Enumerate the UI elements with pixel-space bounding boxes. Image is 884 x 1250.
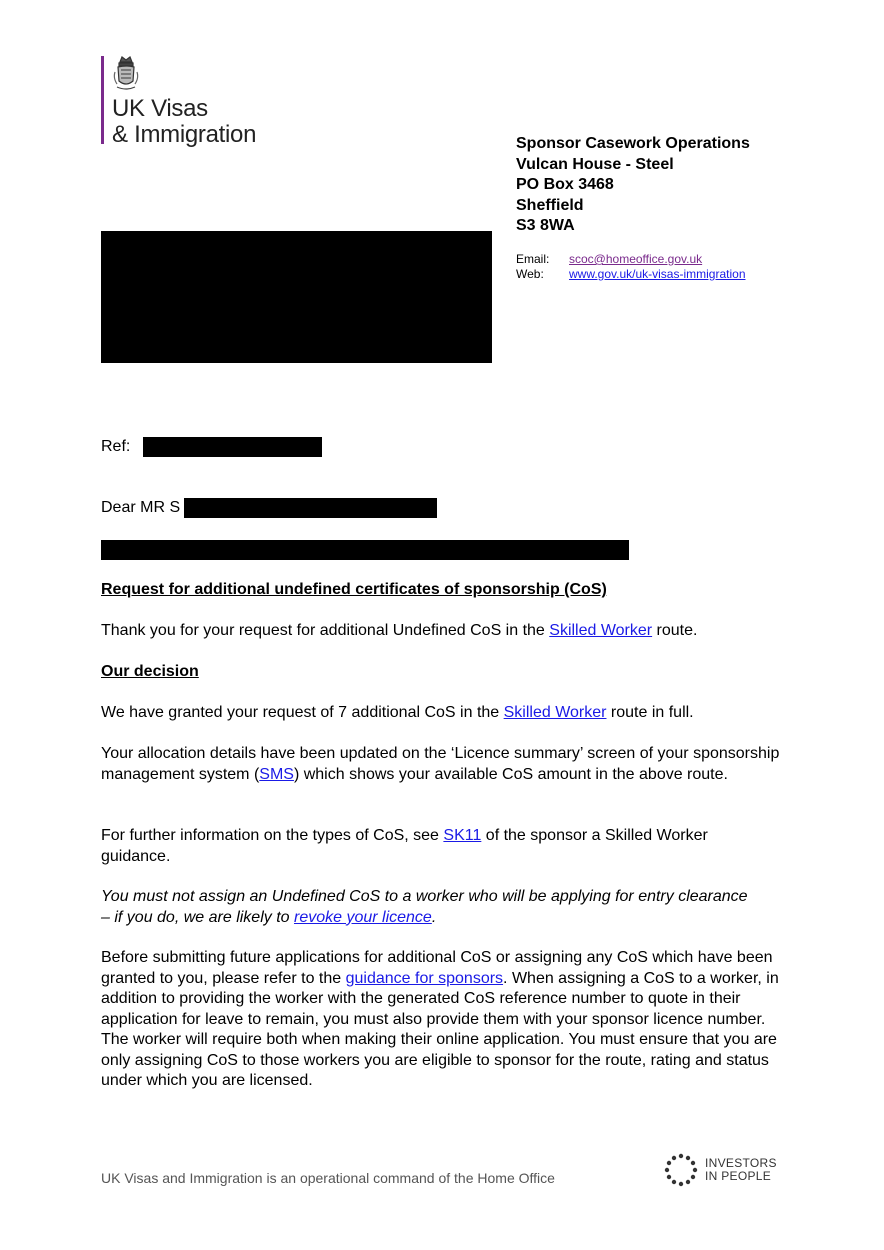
skilled-worker-link-1[interactable]: Skilled Worker bbox=[549, 622, 653, 639]
paragraph-2 bbox=[101, 703, 781, 724]
paragraph-6 bbox=[101, 948, 781, 1092]
redacted-line bbox=[101, 540, 629, 560]
paragraph-5-text-end: . bbox=[431, 908, 437, 926]
revoke-licence-link[interactable]: revoke your licence bbox=[293, 908, 432, 926]
logo-line-2: & Immigration bbox=[112, 121, 257, 148]
paragraph-4 bbox=[101, 826, 741, 867]
redacted-name bbox=[184, 498, 437, 518]
paragraph-2-text-end: route in full. bbox=[606, 704, 694, 721]
email-label: Email: bbox=[516, 252, 550, 266]
paragraph-1 bbox=[101, 621, 781, 642]
logo-line-1: UK Visas bbox=[112, 95, 208, 122]
address-line-2: Vulcan House - Steel bbox=[516, 155, 674, 173]
email-link[interactable]: scoc@homeoffice.gov.uk bbox=[569, 252, 703, 266]
guidance-for-sponsors-link[interactable]: guidance for sponsors bbox=[345, 969, 504, 987]
paragraph-6-text: Before submitting future applications for additional CoS or assigning any CoS which have been granted to you, please refer to the bbox=[101, 949, 773, 987]
paragraph-3 bbox=[101, 744, 781, 785]
decision-heading: Our decision bbox=[101, 663, 199, 680]
request-heading: Request for additional undefined certificates of sponsorship (CoS) bbox=[101, 581, 607, 598]
paragraph-3-text-end: ) which shows your available CoS amount in the above route. bbox=[293, 765, 728, 783]
iip-line-2: IN PEOPLE bbox=[705, 1169, 772, 1183]
redacted-recipient-address bbox=[101, 231, 492, 363]
paragraph-5-warning bbox=[101, 887, 751, 928]
paragraph-2-text: We have granted your request of 7 additional CoS in the bbox=[101, 704, 504, 721]
paragraph-5-text: You must not assign an Undefined CoS to a worker who will be applying for entry clearance – if you do, we are likely to bbox=[101, 888, 748, 926]
paragraph-3-text: Your allocation details have been updated on the ‘Licence summary’ screen of your sponsorship management system ( bbox=[101, 745, 780, 783]
paragraph-1-text: Thank you for your request for additional Undefined CoS in the bbox=[101, 622, 550, 639]
skilled-worker-link-2[interactable]: Skilled Worker bbox=[503, 704, 607, 721]
paragraph-6-text-end: . When assigning a CoS to a worker, in addition to providing the worker with the generated CoS reference number to quote in their application for leave to remain, you must also provide them with your sponsor licence number. The worker will require both when making their online application. You must ensure that you are only assigning CoS to those workers you are eligible to sponsor for the route, rating and status under which you are licensed. bbox=[101, 969, 779, 1089]
iip-line-1: INVESTORS bbox=[705, 1156, 777, 1170]
address-line-4: Sheffield bbox=[516, 196, 584, 214]
salutation-text: Dear MR S bbox=[101, 499, 181, 516]
contact-details bbox=[516, 252, 746, 282]
address-line-3: PO Box 3468 bbox=[516, 176, 614, 193]
logo-wordmark bbox=[112, 96, 256, 148]
investors-in-people-logo bbox=[663, 1152, 777, 1188]
sender-address bbox=[516, 134, 750, 237]
logo-bar bbox=[101, 56, 104, 144]
paragraph-1-text-end: route. bbox=[652, 622, 698, 639]
reference-label: Ref: bbox=[101, 438, 131, 455]
sk11-link[interactable]: SK11 bbox=[443, 827, 482, 844]
address-line-1: Sponsor Casework Operations bbox=[516, 135, 750, 152]
web-link[interactable]: www.gov.uk/uk-visas-immigration bbox=[569, 267, 746, 281]
investors-in-people-icon bbox=[663, 1152, 699, 1188]
footer-text: UK Visas and Immigration is an operational command of the Home Office bbox=[101, 1170, 555, 1186]
redacted-reference bbox=[143, 437, 322, 457]
web-label: Web: bbox=[516, 267, 544, 281]
royal-crest-icon bbox=[112, 54, 140, 92]
sms-link[interactable]: SMS bbox=[259, 765, 294, 783]
paragraph-4-text: For further information on the types of CoS, see bbox=[101, 827, 444, 844]
paragraph-4-text-end: of the sponsor a Skilled Worker guidance. bbox=[101, 827, 708, 865]
address-line-5: S3 8WA bbox=[516, 217, 575, 234]
